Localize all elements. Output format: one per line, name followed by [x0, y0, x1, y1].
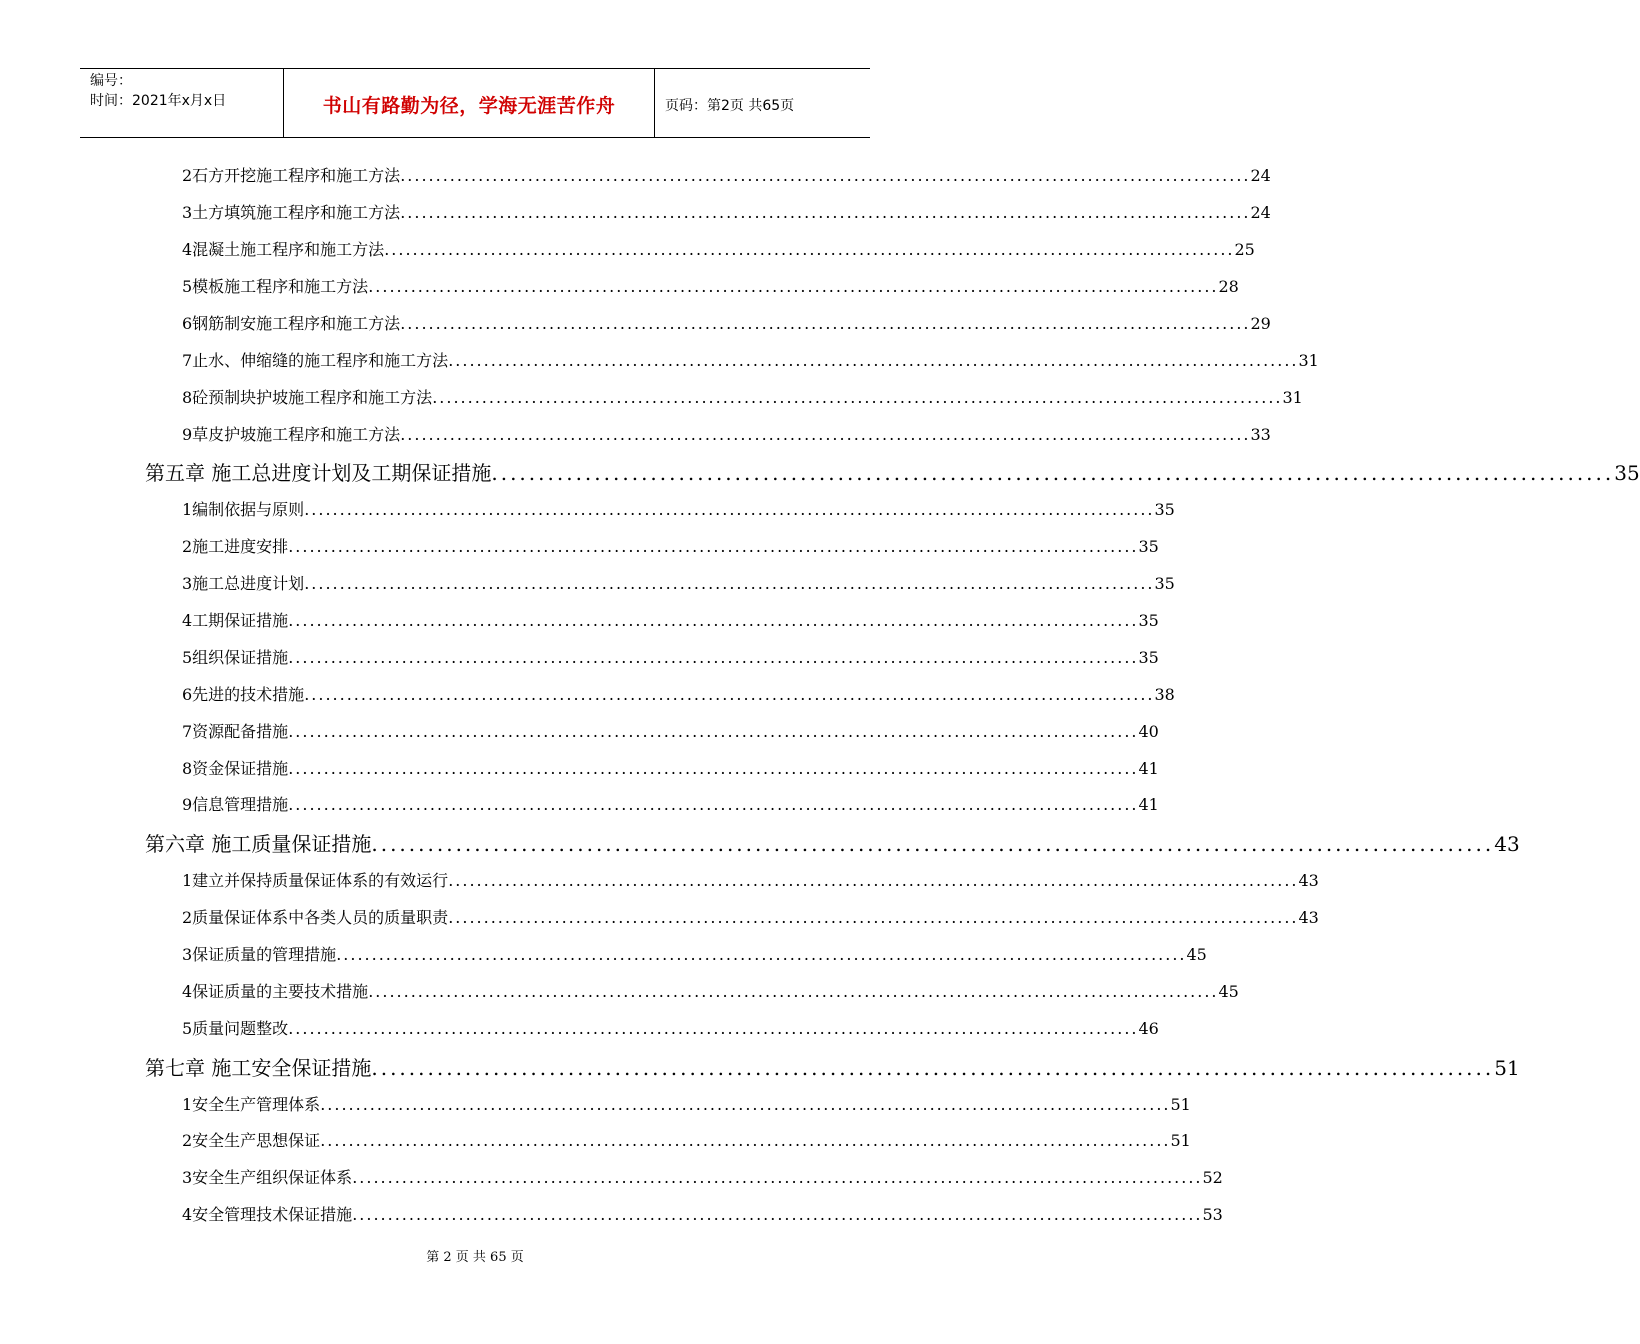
toc-leader-dots: ........................................................................................................................: [448, 871, 1299, 890]
toc-section-entry: [182, 348, 1319, 370]
toc-leader-dots: ........................................................................................................................: [304, 685, 1155, 704]
toc-page-number: 24: [1250, 166, 1271, 185]
toc-entry-title: 3土方填筑施工程序和施工方法: [182, 203, 401, 222]
toc-page-number: 35: [1138, 611, 1159, 630]
toc-page-number: 35: [1614, 461, 1640, 485]
toc-entry-title: 2施工进度安排: [182, 537, 289, 556]
toc-page-number: 46: [1138, 1019, 1159, 1038]
toc-page-number: 35: [1138, 537, 1159, 556]
toc-entry-title: 3安全生产组织保证体系: [182, 1168, 353, 1187]
toc-page-number: 51: [1170, 1095, 1191, 1114]
toc-leader-dots: ........................................................................................................................: [288, 722, 1139, 741]
toc-entry-title: 6先进的技术措施: [182, 685, 305, 704]
toc-leader-dots: ........................................................................................................................: [288, 611, 1139, 630]
toc-page-number: 38: [1154, 685, 1175, 704]
toc-leader-dots: ........................................................................................................................: [448, 351, 1299, 370]
date-label: 时间：2021年x月x日: [90, 93, 227, 109]
toc-entry-title: 1建立并保持质量保证体系的有效运行: [182, 871, 449, 890]
toc-leader-dots: ........................................................................................................................: [304, 500, 1155, 519]
toc-entry-title: 5组织保证措施: [182, 648, 289, 667]
header-pager-cell: [655, 69, 870, 137]
toc-entry-title: 5质量问题整改: [182, 1019, 289, 1038]
toc-section-entry: [182, 756, 1159, 778]
toc-entry-title: 2石方开挖施工程序和施工方法: [182, 166, 401, 185]
toc-leader-dots: ........................................................................................................................: [491, 461, 1615, 485]
toc-page-number: 35: [1154, 574, 1175, 593]
toc-section-entry: [182, 682, 1175, 704]
toc-section-entry: [182, 163, 1271, 185]
toc-entry-title: 8资金保证措施: [182, 759, 289, 778]
toc-leader-dots: ........................................................................................................................: [288, 648, 1139, 667]
toc-section-entry: [182, 792, 1159, 814]
toc-section-entry: [182, 645, 1159, 667]
toc-section-entry: [182, 422, 1271, 444]
toc-entry-title: 4安全管理技术保证措施: [182, 1205, 353, 1224]
toc-leader-dots: ........................................................................................................................: [400, 203, 1251, 222]
toc-page-number: 41: [1138, 759, 1159, 778]
toc-entry-title: 1编制依据与原则: [182, 500, 305, 519]
toc-section-entry: [182, 1016, 1159, 1038]
toc-leader-dots: ........................................................................................................................: [352, 1205, 1203, 1224]
toc-page-number: 29: [1250, 314, 1271, 333]
toc-section-entry: [182, 200, 1271, 222]
toc-section-entry: [182, 534, 1159, 556]
toc-entry-title: 2质量保证体系中各类人员的质量职责: [182, 908, 449, 927]
toc-entry-title: 第五章 施工总进度计划及工期保证措施: [145, 461, 492, 485]
toc-leader-dots: ........................................................................................................................: [352, 1168, 1203, 1187]
toc-chapter-entry: [145, 828, 1520, 856]
toc-entry-title: 3保证质量的管理措施: [182, 945, 337, 964]
toc-entry-title: 4混凝土施工程序和施工方法: [182, 240, 385, 259]
toc-chapter-entry: [145, 457, 1640, 485]
toc-chapter-entry: [145, 1052, 1520, 1080]
toc-section-entry: [182, 497, 1175, 519]
toc-entry-title: 2安全生产思想保证: [182, 1131, 321, 1150]
toc-entry-title: 1安全生产管理体系: [182, 1095, 321, 1114]
header-info-cell: [80, 69, 284, 137]
toc-leader-dots: ........................................................................................................................: [320, 1095, 1171, 1114]
header-page-counter: 页码：第2页 共65页: [665, 98, 795, 114]
toc-entry-title: 第七章 施工安全保证措施: [145, 1056, 372, 1080]
toc-page-number: 45: [1186, 945, 1207, 964]
toc-page-number: 31: [1298, 351, 1319, 370]
toc-section-entry: [182, 942, 1207, 964]
toc-section-entry: [182, 237, 1255, 259]
toc-page-number: 45: [1218, 982, 1239, 1001]
toc-section-entry: [182, 905, 1319, 927]
toc-entry-title: 9草皮护坡施工程序和施工方法: [182, 425, 401, 444]
toc-page-number: 51: [1494, 1056, 1520, 1080]
toc-leader-dots: ........................................................................................................................: [288, 1019, 1139, 1038]
toc-page-number: 51: [1170, 1131, 1191, 1150]
toc-section-entry: [182, 868, 1319, 890]
toc-section-entry: [182, 1202, 1223, 1224]
toc-page-number: 43: [1298, 871, 1319, 890]
toc-page-number: 40: [1138, 722, 1159, 741]
toc-leader-dots: ........................................................................................................................: [304, 574, 1155, 593]
toc-leader-dots: ........................................................................................................................: [288, 795, 1139, 814]
toc-leader-dots: ........................................................................................................................: [400, 314, 1251, 333]
toc-leader-dots: ........................................................................................................................: [400, 425, 1251, 444]
toc-page-number: 41: [1138, 795, 1159, 814]
toc-section-entry: [182, 1165, 1223, 1187]
header-motto: 书山有路勤为径，学海无涯苦作舟: [322, 95, 616, 117]
toc-section-entry: [182, 1092, 1191, 1114]
toc-leader-dots: ........................................................................................................................: [400, 166, 1251, 185]
page-header: [80, 68, 870, 138]
toc-page-number: 35: [1138, 648, 1159, 667]
toc-leader-dots: ........................................................................................................................: [371, 1056, 1495, 1080]
toc-entry-title: 7止水、伸缩缝的施工程序和施工方法: [182, 351, 449, 370]
header-motto-cell: [284, 69, 655, 137]
doc-number-label: 编号：: [90, 73, 132, 89]
toc-leader-dots: ........................................................................................................................: [288, 537, 1139, 556]
toc-section-entry: [182, 385, 1303, 407]
toc-page-number: 25: [1234, 240, 1255, 259]
toc-leader-dots: ........................................................................................................................: [448, 908, 1299, 927]
toc-page-number: 24: [1250, 203, 1271, 222]
toc-section-entry: [182, 979, 1239, 1001]
toc-entry-title: 9信息管理措施: [182, 795, 289, 814]
toc-entry-title: 4保证质量的主要技术措施: [182, 982, 369, 1001]
toc-section-entry: [182, 1128, 1191, 1150]
toc-section-entry: [182, 571, 1175, 593]
toc-leader-dots: ........................................................................................................................: [432, 388, 1283, 407]
toc-page-number: 52: [1202, 1168, 1223, 1187]
toc-entry-title: 5模板施工程序和施工方法: [182, 277, 369, 296]
toc-entry-title: 6钢筋制安施工程序和施工方法: [182, 314, 401, 333]
toc-leader-dots: ........................................................................................................................: [371, 832, 1495, 856]
toc-leader-dots: ........................................................................................................................: [384, 240, 1235, 259]
toc-entry-title: 第六章 施工质量保证措施: [145, 832, 372, 856]
page-footer: 第 2 页 共 65 页: [426, 1250, 524, 1265]
toc-entry-title: 7资源配备措施: [182, 722, 289, 741]
toc-leader-dots: ........................................................................................................................: [368, 277, 1219, 296]
toc-leader-dots: ........................................................................................................................: [320, 1131, 1171, 1150]
toc-page-number: 43: [1298, 908, 1319, 927]
toc-section-entry: [182, 719, 1159, 741]
toc-page-number: 43: [1494, 832, 1520, 856]
toc-leader-dots: ........................................................................................................................: [336, 945, 1187, 964]
toc-page-number: 35: [1154, 500, 1175, 519]
toc-page-number: 53: [1202, 1205, 1223, 1224]
toc-entry-title: 4工期保证措施: [182, 611, 289, 630]
toc-section-entry: [182, 311, 1271, 333]
toc-section-entry: [182, 274, 1239, 296]
toc-entry-title: 8砼预制块护坡施工程序和施工方法: [182, 388, 433, 407]
toc-page-number: 31: [1282, 388, 1303, 407]
toc-page-number: 28: [1218, 277, 1239, 296]
toc-entry-title: 3施工总进度计划: [182, 574, 305, 593]
toc-leader-dots: ........................................................................................................................: [368, 982, 1219, 1001]
toc-section-entry: [182, 608, 1159, 630]
toc-leader-dots: ........................................................................................................................: [288, 759, 1139, 778]
toc-page-number: 33: [1250, 425, 1271, 444]
